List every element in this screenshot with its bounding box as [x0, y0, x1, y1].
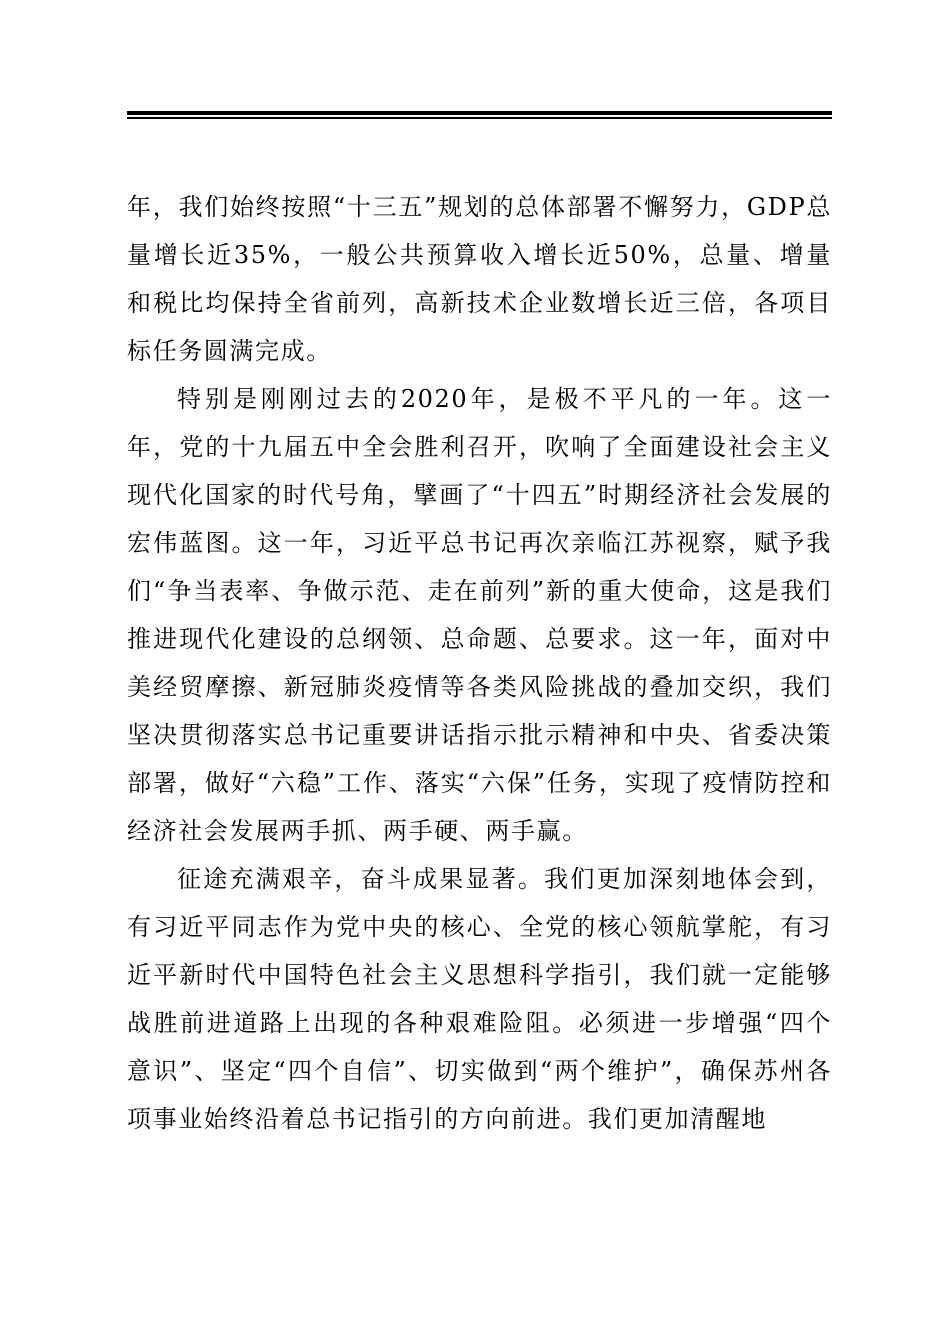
- paragraph-3: 征途充满艰辛，奋斗成果显著。我们更加深刻地体会到，有习近平同志作为党中央的核心、全党的核心领航掌舵，有习近平新时代中国特色社会主义思想科学指引，我们就一定能够战胜前进道路上出现的各种艰难险阻。必须进一步增强“四个意识”、坚定“四个自信”、切实做到“两个维护”，确保苏州各项事业始终沿着总书记指引的方向前进。我们更加清醒地: [127, 865, 832, 1133]
- paragraph-1: 年，我们始终按照“十三五”规划的总体部署不懈努力，GDP总量增长近35%，一般公共预算收入增长近50%，总量、增量和税比均保持全省前列，高新技术企业数增长近三倍，各项目标任务圆满完成。: [127, 193, 832, 365]
- paragraph-2: 特别是刚刚过去的2020年，是极不平凡的一年。这一年，党的十九届五中全会胜利召开，吹响了全面建设社会主义现代化国家的时代号角，擘画了“十四五”时期经济社会发展的宏伟蓝图。这一年，习近平总书记再次亲临江苏视察，赋予我们“争当表率、争做示范、走在前列”新的重大使命，这是我们推进现代化建设的总纲领、总命题、总要求。这一年，面对中美经贸摩擦、新冠肺炎疫情等各类风险挑战的叠加交织，我们坚决贯彻落实总书记重要讲话指示批示精神和中央、省委决策部署，做好“六稳”工作、落实“六保”任务，实现了疫情防控和经济社会发展两手抓、两手硬、两手赢。: [127, 385, 832, 845]
- document-body: [127, 183, 832, 1143]
- header-double-rule-thin: [127, 117, 832, 119]
- header-double-rule-thick: [127, 111, 832, 115]
